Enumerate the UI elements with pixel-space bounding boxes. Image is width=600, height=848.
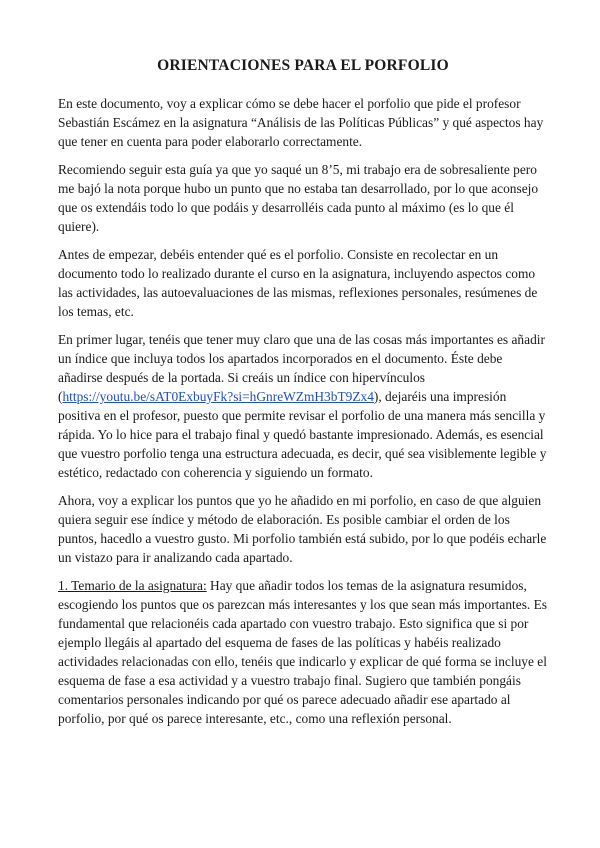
index-text-after-link: ), dejaréis una impresión positiva en el profesor, puesto que permite revisar el porfolio de una manera más sencilla y rápida. Yo lo hice para el trabajo final y quedó bastante impresionado. Además, es esencial que vuestro porfolio tenga una estructura adecuada, es decir, qué sea visiblemente legible y estético, redactado con coherencia y siguiendo un formato. bbox=[58, 389, 547, 480]
intro-paragraph: En este documento, voy a explicar cómo se debe hacer el porfolio que pide el profesor Sebastián Escámez en la asignatura “Análisis de las Políticas Públicas” y qué aspectos hay que tener en cuenta para poder elaborarlo correctamente. bbox=[58, 96, 544, 149]
document-page bbox=[58, 56, 548, 737]
document-title: ORIENTACIONES PARA EL PORFOLIO bbox=[157, 57, 449, 74]
points-paragraph: Ahora, voy a explicar los puntos que yo he añadido en mi porfolio, en caso de que alguien quiera seguir ese índice y método de elaboración. Es posible cambiar el orden de los puntos, hacedlo a vuestro gusto. Mi porfolio también está subido, por lo que podéis echarle un vistazo para ir analizando cada apartado. bbox=[58, 493, 547, 565]
section1-heading: 1. Temario de la asignatura: bbox=[58, 578, 207, 593]
section1-paragraph bbox=[58, 576, 548, 728]
index-paragraph bbox=[58, 330, 548, 482]
recommendation-paragraph: Recomiendo seguir esta guía ya que yo saqué un 8’5, mi trabajo era de sobresaliente pero me bajó la nota porque hubo un punto que no estaba tan desarrollado, por lo que aconsejo que os extendáis todo lo que podáis y desarrolléis cada punto al máximo (es lo que él quiere). bbox=[58, 162, 539, 234]
definition-paragraph: Antes de empezar, debéis entender qué es el porfolio. Consiste en recolectar en un documento todo lo realizado durante el curso en la asignatura, incluyendo aspectos como las actividades, las autoevaluaciones de las mismas, reflexiones personales, resúmenes de los temas, etc. bbox=[58, 247, 538, 319]
section1-body: Hay que añadir todos los temas de la asignatura resumidos, escogiendo los puntos que os parezcan más interesantes y los que sean más importantes. Es fundamental que relacionéis cada apartado con vuestro trabajo. Esto significa que si por ejemplo llegáis al apartado del esquema de fases de las políticas y habéis realizado actividades relacionadas con ello, tenéis que indicarlo y explicar de qué forma se incluye el esquema de fase a esa actividad y a vuestro trabajo final. Sugiero que también pongáis comentarios personales indicando por qué os parece adecuado añadir ese apartado al porfolio, por qué os parece interesante, etc., como una reflexión personal. bbox=[58, 578, 548, 726]
index-text-before-link: En primer lugar, tenéis que tener muy claro que una de las cosas más importantes es añadir un índice que incluya todos los apartados incorporados en el documento. Éste debe añadirse después de la portada. Si creáis un índice con hipervínculos ( bbox=[58, 332, 545, 404]
youtube-link[interactable]: https://youtu.be/sAT0ExbuyFk?si=hGnreWZmH3bT9Zx4 bbox=[62, 389, 374, 404]
